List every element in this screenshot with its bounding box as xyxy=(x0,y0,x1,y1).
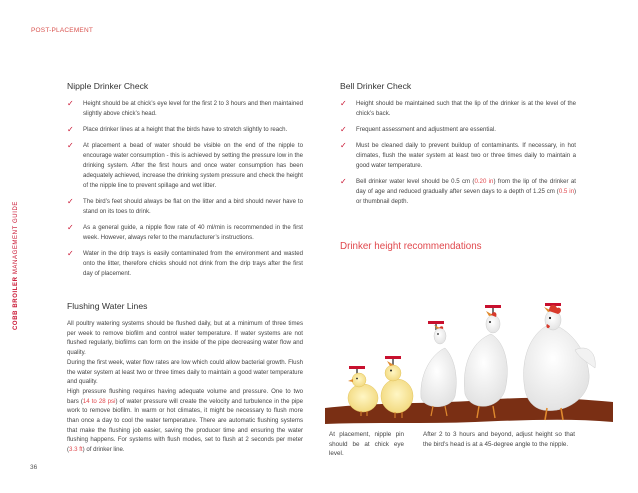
check-icon: ✓ xyxy=(67,99,74,108)
check-icon: ✓ xyxy=(340,177,347,187)
bell-list xyxy=(340,99,576,213)
side-running-title xyxy=(13,190,23,330)
list-item: ✓ Bell drinker water level should be 0.5 cm (0.20 in) from the lip of the drinker at day of age and reduced gradually after seven days to a depth of 1.25 cm (0.5 in) or thumbnail depth. xyxy=(340,177,577,205)
list-item: ✓ The bird’s feet should always be flat on the litter and a bird should never have to stand on its toes to drink. xyxy=(67,196,303,215)
list-item: ✓ At placement a bead of water should be visible on the end of the nipple to encourage water consumption - this is achieved by setting the pressure low in the drinking system. After the first hours and once water consumption has been adequately achieved, increase the drinking system pressure and check the height of the nipple line to prevent spillage and wet litter. xyxy=(67,141,303,189)
flushing-paragraph: During the first week, water flow rates are low which could allow bacterial growth. Flush the water system at least two or three times daily to maintain a good water temperature and quality. xyxy=(67,358,303,386)
list-item: ✓ Water in the drip trays is easily contaminated from the environment and wasted onto the litter, therefore chicks should not drink from the drip trays after the first day of placement. xyxy=(67,249,303,277)
recommendations-title: Drinker height recommendations xyxy=(340,241,482,252)
nipple-list xyxy=(67,99,303,285)
brand-name: COBB BROILER xyxy=(13,276,19,330)
nipple-drinker-2 xyxy=(385,356,401,365)
page-number: 36 xyxy=(30,464,38,471)
flushing-body xyxy=(67,319,303,455)
caption-placement: At placement, nipple pin should be at chick eye level. xyxy=(329,431,404,457)
list-item: ✓ Must be cleaned daily to prevent buildup of contaminants. If necessary, in hot climates, flush the water system at least two or three times daily to maintain a good water temperature. xyxy=(340,141,576,169)
young-broiler xyxy=(421,325,456,416)
check-icon: ✓ xyxy=(67,141,74,151)
guide-name: MANAGEMENT GUIDE xyxy=(13,201,19,275)
check-icon: ✓ xyxy=(340,125,347,135)
list-item: ✓ Place drinker lines at a height that the birds have to stretch slightly to reach. xyxy=(67,125,288,135)
list-item: ✓ Height should be at chick’s eye level for the first 2 to 3 hours and then maintained slightly above chick’s head. xyxy=(67,99,303,117)
list-item: ✓ Height should be maintained such that the lip of the drinker is at the level of the chick’s back. xyxy=(340,99,576,117)
list-item: ✓ As a general guide, a nipple flow rate of 40 ml/min is recommended in the first week. However, always refer to the manufacturer’s instructions. xyxy=(67,222,303,241)
flushing-title: Flushing Water Lines xyxy=(67,301,148,311)
flushing-paragraph: High pressure flushing requires having adequate volume and pressure. One to two bars (14 to 28 psi) of water pressure will create the velocity and turbulence in the pipe work to remove biofilm. In warm or hot climates, it might be necessary to flush more than once a day to cool the water temperature. There are automatic flushing systems that make the flushing job easier, saving the producer time and ensuring the water flushing happens. For systems with flush modes, set to flush at 2 seconds per meter (3.3 ft) of drinker line. xyxy=(67,387,304,454)
check-icon: ✓ xyxy=(67,249,74,259)
nipple-title: Nipple Drinker Check xyxy=(67,81,149,91)
list-item: ✓ Frequent assessment and adjustment are essential. xyxy=(340,125,496,135)
check-icon: ✓ xyxy=(340,141,347,151)
check-icon: ✓ xyxy=(67,222,74,232)
caption-after-hours: After 2 to 3 hours and beyond, adjust height so that the bird’s head is at a 45-degree angle to the nipple. xyxy=(423,431,575,448)
check-icon: ✓ xyxy=(67,125,74,135)
drinker-height-illustration xyxy=(325,290,613,430)
bell-title: Bell Drinker Check xyxy=(340,81,412,91)
flushing-paragraph: All poultry watering systems should be flushed daily, but at a minimum of three times per week to remove biofilm and control water temperature. If water systems are not flushed regularly, biofilms can form on the inside of the pipe decreasing water flow and quality. xyxy=(67,320,303,357)
check-icon: ✓ xyxy=(67,196,74,206)
section-tag: POST-PLACEMENT xyxy=(31,27,94,34)
check-icon: ✓ xyxy=(340,99,347,108)
